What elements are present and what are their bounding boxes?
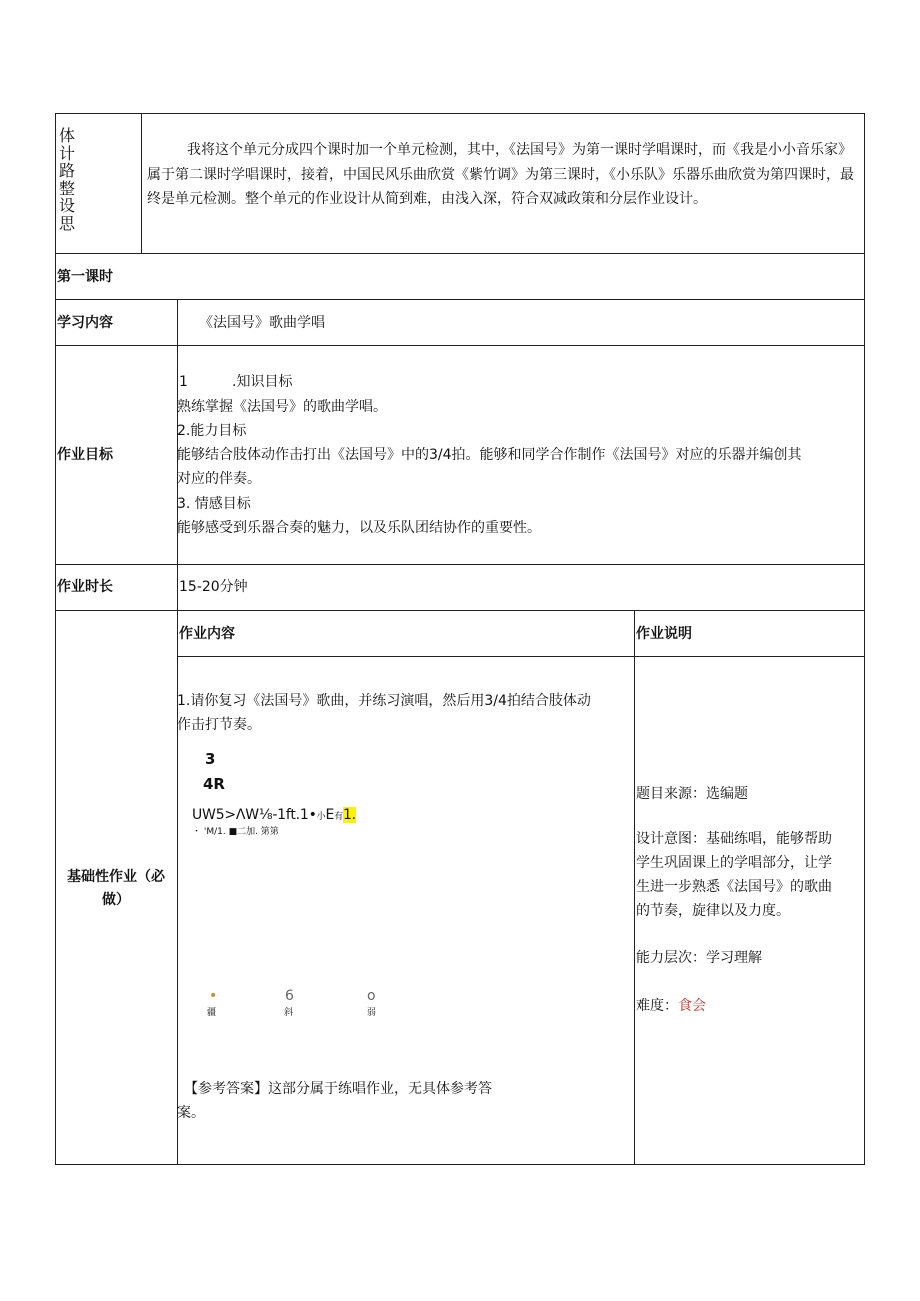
duration-label: 作业时长 — [57, 579, 113, 595]
dynamic-symbol-weak: o — [367, 988, 376, 1004]
note-difficulty — [636, 996, 706, 1016]
note-intent-cont: 的节奏，旋律以及力度。 — [636, 903, 790, 919]
study-content-label: 学习内容 — [57, 315, 113, 331]
score-subline: ・ 'M/1. ■二加. 第第 — [192, 827, 279, 837]
overall-label-char: 体 — [59, 126, 76, 145]
overall-label-char: 路 — [59, 161, 76, 180]
dynamic-label-weak: 弱 — [367, 1008, 377, 1018]
basic-homework-label — [57, 866, 175, 912]
overall-label — [59, 127, 81, 232]
overall-label-char: 思 — [59, 213, 76, 233]
task-text-cont: 作击打节奏。 — [177, 717, 261, 733]
goal-ability-text-cont: 对应的伴奏。 — [177, 471, 261, 487]
overall-label-char: 整 — [59, 178, 76, 198]
score-line-you: 有 — [334, 812, 343, 822]
study-content-value: 《法国号》歌曲学唱 — [199, 315, 325, 331]
dynamic-label-medium: 斜 — [284, 1008, 294, 1018]
task-text: 1.请你复习《法国号》歌曲，并练习演唱，然后用3/4拍结合肢体动 — [177, 693, 591, 709]
note-intent: 设计意图：基础练唱，能够帮助 — [636, 831, 832, 847]
overall-paragraph: 我将这个单元分成四个课时加一个单元检测，其中，《法国号》为第一课时学唱课时，而《我是小小音乐家》属于第二课时学唱课时，接着，中国民风乐曲欣赏《紫竹调》为第三课时，《小乐队》乐器乐曲欣赏为第四课时，最终是单元检测。整个单元的作业设计从简到难，由浅入深，符合双减政策和分层作业设计。 — [147, 142, 854, 208]
goal-emotion-text: 能够感受到乐器合奏的魅力，以及乐队团结协作的重要性。 — [177, 520, 541, 536]
duration-value: 15-20分钟 — [179, 579, 248, 595]
goal-knowledge-title: .知识目标 — [232, 374, 293, 390]
dynamic-symbol-strong: • — [209, 988, 218, 1004]
goal-ability-text: 能够结合肢体动作击打出《法国号》中的3/4拍。能够和同学合作制作《法国号》对应的乐器并编创其 — [177, 447, 802, 463]
dynamic-symbol-medium: 6 — [285, 988, 294, 1004]
overall-label-char: 设 — [59, 196, 76, 215]
score-line-e: E — [325, 807, 335, 823]
score-line-main: UW5>ΛW⅛-1ft.1• — [192, 807, 317, 823]
note-source: 题目来源：选编题 — [636, 786, 748, 802]
reference-answer: 【参考答案】这部分属于练唱作业，无具体参考答 — [184, 1081, 492, 1097]
note-difficulty-label: 难度： — [636, 998, 678, 1014]
score-line-small: 小 — [316, 812, 326, 822]
score-line-highlight: 1. — [342, 807, 356, 823]
note-intent-cont: 学生巩固课上的学唱部分，让学 — [636, 855, 832, 871]
goal-knowledge-num: 1 — [179, 374, 188, 390]
dynamic-label-strong: 疆 — [207, 1008, 217, 1018]
goals-label: 作业目标 — [57, 447, 113, 463]
homework-note-header: 作业说明 — [636, 626, 692, 642]
homework-content-header: 作业内容 — [179, 626, 235, 642]
note-level: 能力层次：学习理解 — [636, 950, 762, 966]
note-difficulty-value: 食会 — [678, 998, 706, 1014]
overall-label-char: 计 — [59, 143, 76, 163]
score-time-signature-bottom: 4R — [203, 775, 225, 793]
basic-homework-label-line: 基础性作业（必 — [67, 869, 165, 885]
lesson-title: 第一课时 — [57, 269, 113, 285]
goal-ability-title: 2.能力目标 — [177, 423, 247, 439]
note-intent-cont: 生进一步熟悉《法国号》的歌曲 — [636, 879, 832, 895]
goal-knowledge-text: 熟练掌握《法国号》的歌曲学唱。 — [177, 399, 387, 415]
basic-homework-label-line: 做） — [102, 892, 130, 908]
reference-answer-cont: 案。 — [177, 1105, 205, 1121]
goal-emotion-title: 3. 情感目标 — [177, 496, 251, 512]
score-time-signature-top: 3 — [205, 750, 216, 768]
